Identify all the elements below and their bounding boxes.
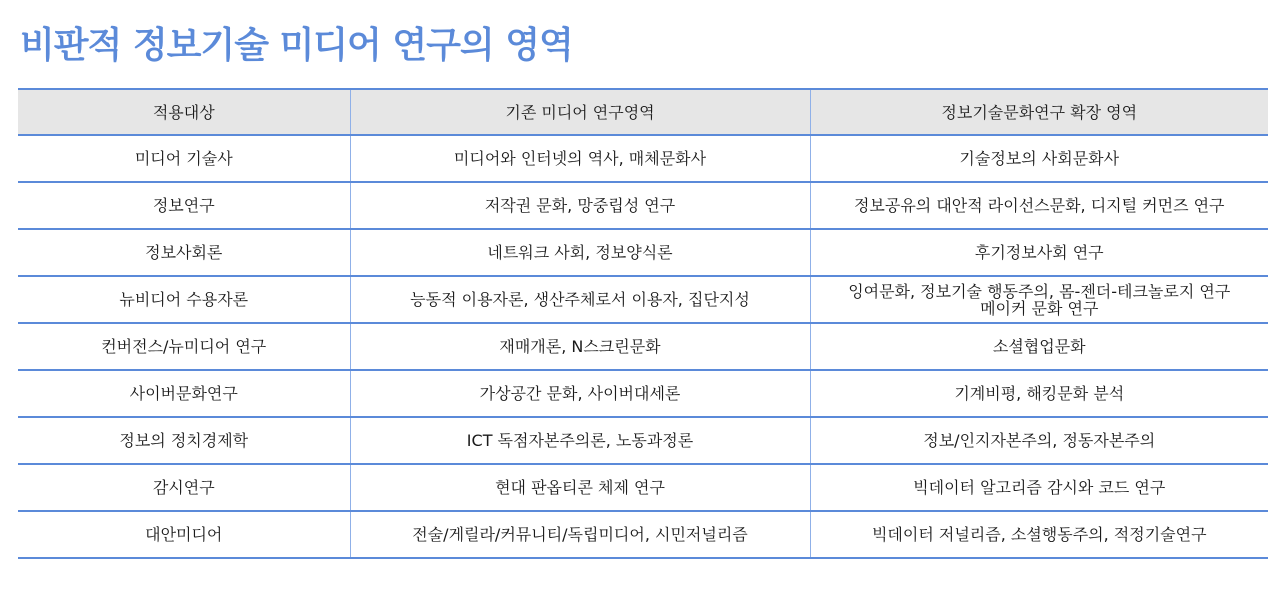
cell-target: 사이버문화연구 bbox=[18, 370, 350, 417]
cell-target: 대안미디어 bbox=[18, 511, 350, 558]
cell-extended-line: 메이커 문화 연구 bbox=[980, 298, 1099, 318]
table-header-row bbox=[18, 89, 1268, 135]
table-row bbox=[18, 182, 1268, 229]
cell-existing: ICT 독점자본주의론, 노동과정론 bbox=[350, 417, 810, 464]
cell-existing: 미디어와 인터넷의 역사, 매체문화사 bbox=[350, 135, 810, 182]
cell-target: 감시연구 bbox=[18, 464, 350, 511]
cell-target: 컨버전스/뉴미디어 연구 bbox=[18, 323, 350, 370]
table-row bbox=[18, 417, 1268, 464]
cell-existing: 가상공간 문화, 사이버대세론 bbox=[350, 370, 810, 417]
cell-target: 정보연구 bbox=[18, 182, 350, 229]
cell-extended: 후기정보사회 연구 bbox=[810, 229, 1268, 276]
cell-extended: 기술정보의 사회문화사 bbox=[810, 135, 1268, 182]
cell-extended: 정보/인지자본주의, 정동자본주의 bbox=[810, 417, 1268, 464]
cell-extended: 빅데이터 알고리즘 감시와 코드 연구 bbox=[810, 464, 1268, 511]
cell-extended: 기계비평, 해킹문화 분석 bbox=[810, 370, 1268, 417]
header-target: 적용대상 bbox=[18, 89, 350, 135]
cell-existing: 네트워크 사회, 정보양식론 bbox=[350, 229, 810, 276]
cell-target: 정보의 정치경제학 bbox=[18, 417, 350, 464]
research-area-table bbox=[18, 88, 1268, 559]
table-row bbox=[18, 370, 1268, 417]
cell-existing: 전술/게릴라/커뮤니티/독립미디어, 시민저널리즘 bbox=[350, 511, 810, 558]
page-title: 비판적 정보기술 미디어 연구의 영역 bbox=[20, 25, 573, 66]
cell-target: 미디어 기술사 bbox=[18, 135, 350, 182]
cell-target: 정보사회론 bbox=[18, 229, 350, 276]
cell-existing: 재매개론, N스크린문화 bbox=[350, 323, 810, 370]
header-extended: 정보기술문화연구 확장 영역 bbox=[810, 89, 1268, 135]
table-row bbox=[18, 229, 1268, 276]
table-row bbox=[18, 276, 1268, 323]
header-existing: 기존 미디어 연구영역 bbox=[350, 89, 810, 135]
table-row bbox=[18, 464, 1268, 511]
cell-existing: 현대 판옵티콘 체제 연구 bbox=[350, 464, 810, 511]
cell-extended-line: 잉여문화, 정보기술 행동주의, 몸-젠더-테크놀로지 연구 bbox=[848, 281, 1231, 301]
cell-extended: 빅데이터 저널리즘, 소셜행동주의, 적정기술연구 bbox=[810, 511, 1268, 558]
table-row bbox=[18, 135, 1268, 182]
cell-extended: 정보공유의 대안적 라이선스문화, 디지털 커먼즈 연구 bbox=[810, 182, 1268, 229]
cell-existing: 저작권 문화, 망중립성 연구 bbox=[350, 182, 810, 229]
cell-extended bbox=[810, 276, 1268, 323]
cell-existing: 능동적 이용자론, 생산주체로서 이용자, 집단지성 bbox=[350, 276, 810, 323]
table-row bbox=[18, 323, 1268, 370]
table-row bbox=[18, 511, 1268, 558]
cell-extended: 소셜협업문화 bbox=[810, 323, 1268, 370]
cell-target: 뉴비디어 수용자론 bbox=[18, 276, 350, 323]
